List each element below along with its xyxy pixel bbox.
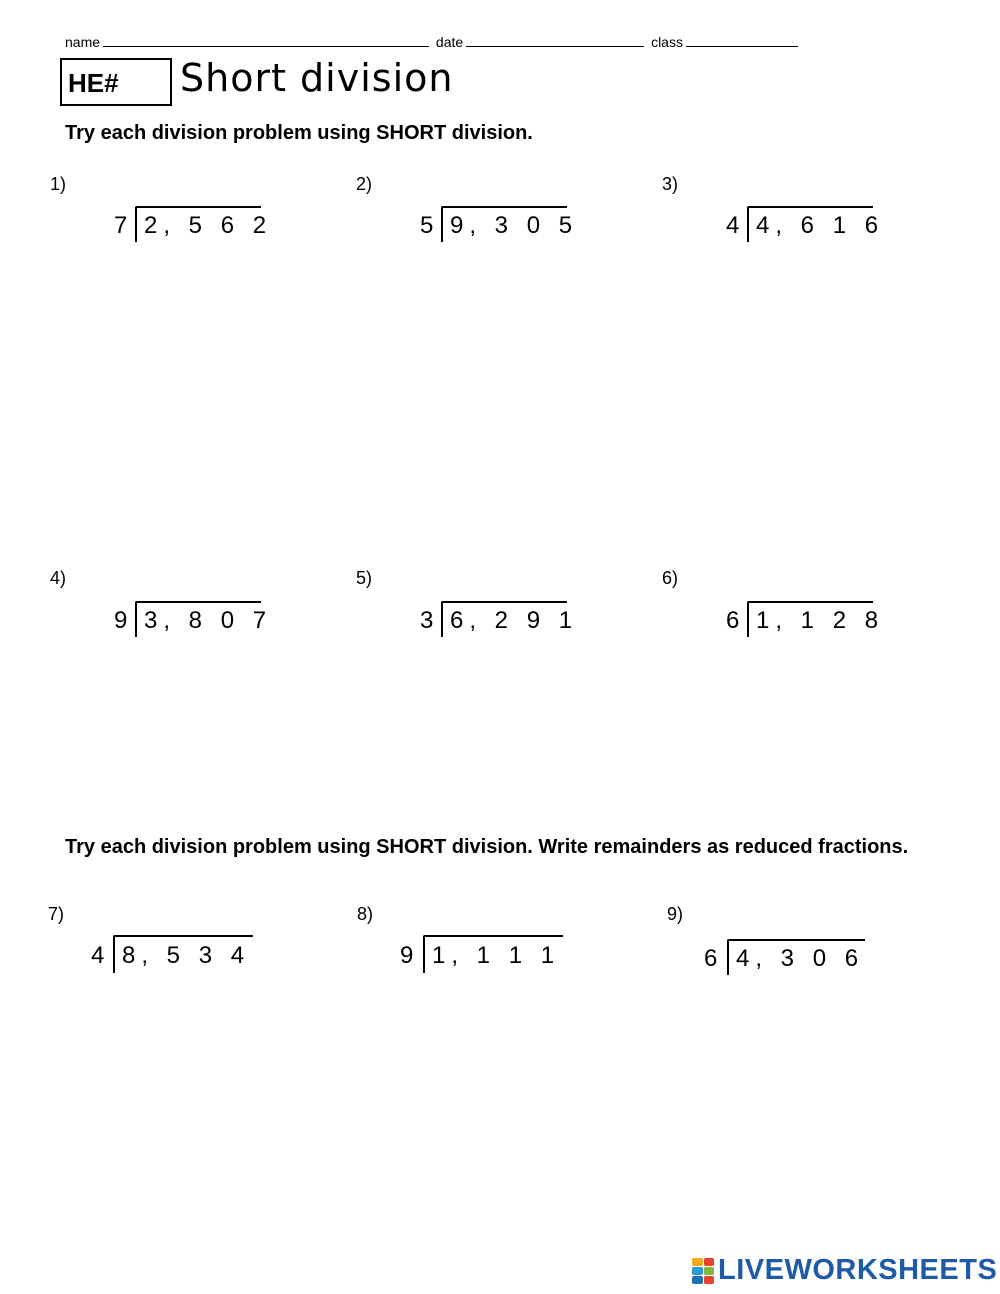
logo-tile — [692, 1258, 703, 1266]
student-info-line — [65, 33, 801, 50]
logo-tile — [704, 1276, 715, 1284]
divisor: 9 — [114, 607, 128, 634]
he-number-box: HE# — [60, 58, 172, 106]
class-blank[interactable] — [686, 33, 798, 47]
problem-number: 4) — [50, 568, 67, 588]
divisor: 4 — [91, 942, 105, 969]
problem-number: 6) — [662, 568, 679, 588]
logo-tile — [704, 1267, 715, 1275]
logo-text: LIVEWORKSHEETS — [718, 1254, 998, 1286]
liveworksheets-logo — [692, 1254, 997, 1287]
divisor: 9 — [400, 942, 414, 969]
class-label: class — [651, 34, 683, 50]
instruction-1: Try each division problem using SHORT division. — [65, 122, 533, 144]
instruction-2: Try each division problem using SHORT division. Write remainders as reduced fractions. — [65, 836, 909, 858]
dividend: 1, 1 2 8 — [756, 607, 885, 634]
problem-number: 1) — [50, 174, 67, 194]
name-blank[interactable] — [103, 33, 429, 47]
divisor: 5 — [420, 212, 434, 239]
dividend: 8, 5 3 4 — [122, 942, 251, 969]
problem-number: 7) — [48, 904, 65, 924]
dividend: 6, 2 9 1 — [450, 607, 579, 634]
logo-mark-icon — [692, 1258, 714, 1284]
divisor: 7 — [114, 212, 128, 239]
dividend: 4, 3 0 6 — [736, 945, 865, 972]
divisor: 4 — [726, 212, 740, 239]
divisor: 6 — [704, 945, 718, 972]
dividend: 9, 3 0 5 — [450, 212, 579, 239]
divisor: 6 — [726, 607, 740, 634]
worksheet-title: Short division — [180, 56, 454, 100]
problem-number: 5) — [356, 568, 373, 588]
logo-tile — [704, 1258, 715, 1266]
logo-tile — [692, 1276, 703, 1284]
dividend: 3, 8 0 7 — [144, 607, 273, 634]
date-blank[interactable] — [466, 33, 644, 47]
logo-tile — [692, 1267, 703, 1275]
dividend: 2, 5 6 2 — [144, 212, 273, 239]
name-label: name — [65, 34, 101, 50]
problem-number: 8) — [357, 904, 374, 924]
dividend: 4, 6 1 6 — [756, 212, 885, 239]
dividend: 1, 1 1 1 — [432, 942, 561, 969]
problem-number: 2) — [356, 174, 373, 194]
divisor: 3 — [420, 607, 434, 634]
date-label: date — [435, 34, 464, 50]
problem-number: 9) — [667, 904, 684, 924]
problem-number: 3) — [662, 174, 679, 194]
